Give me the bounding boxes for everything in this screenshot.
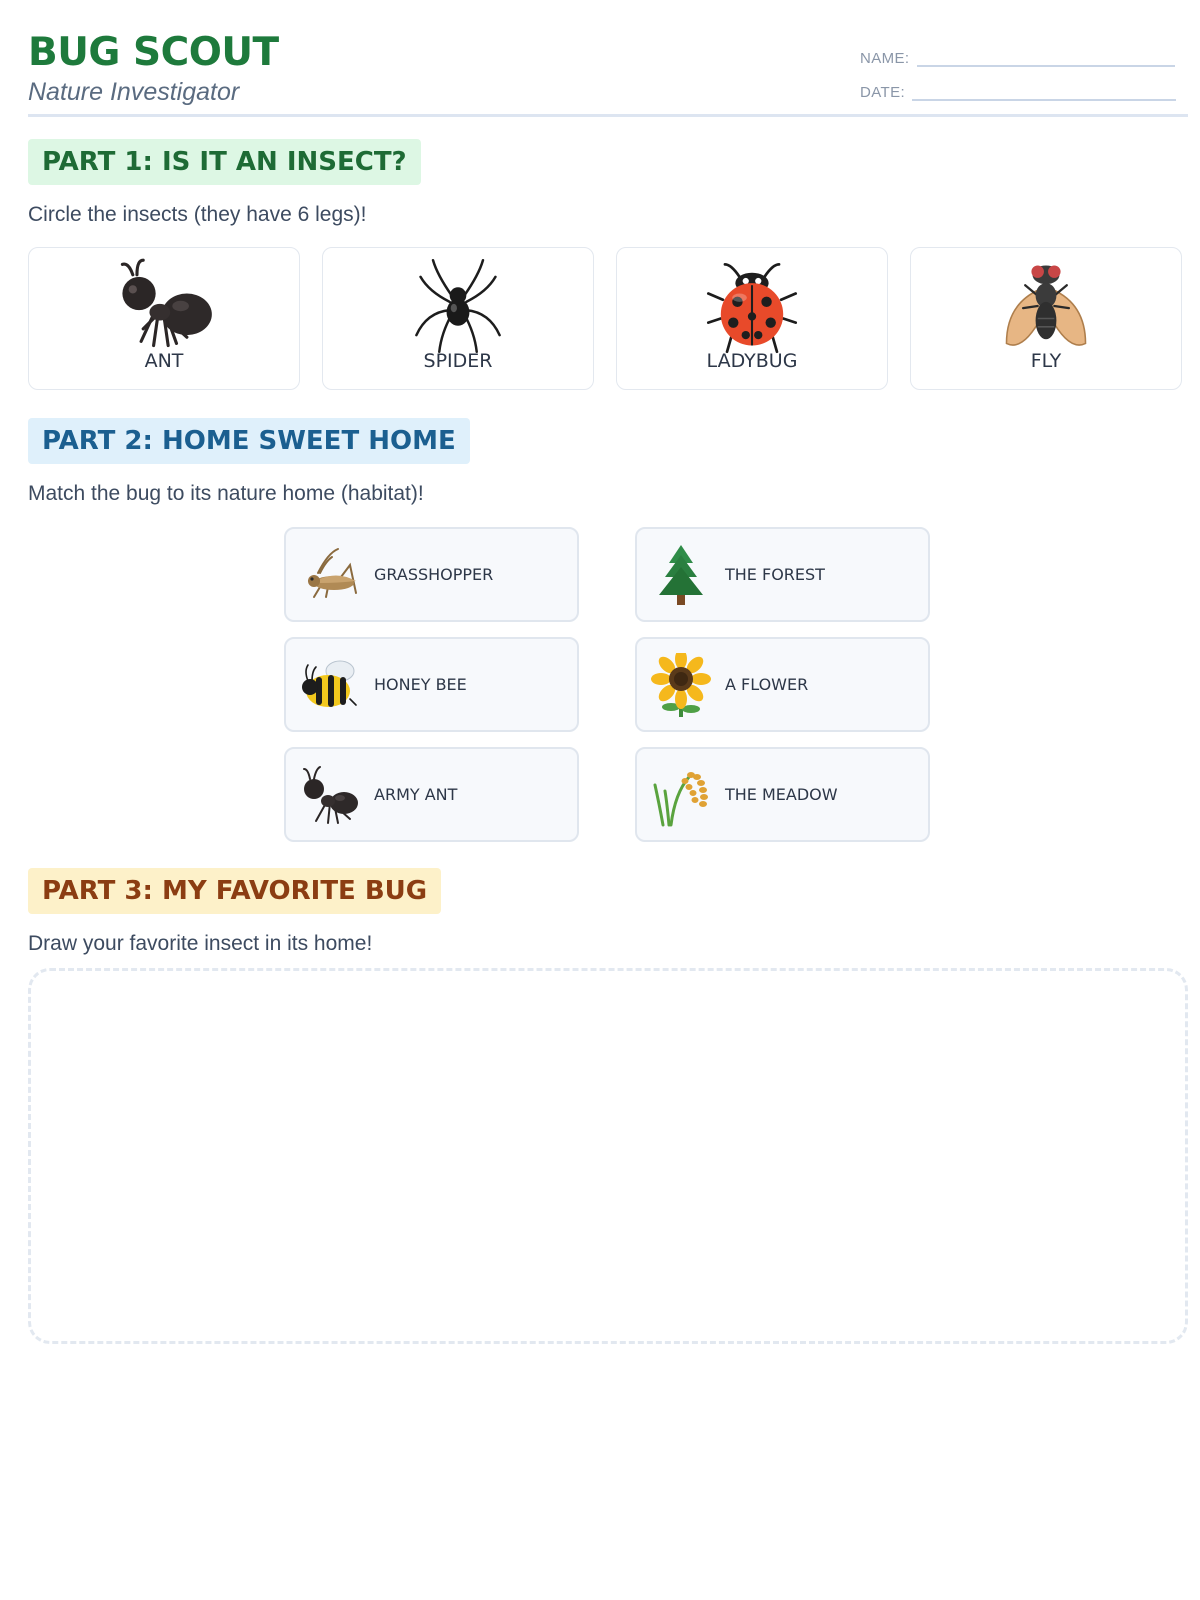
match-home-forest[interactable] xyxy=(635,527,930,622)
insect-card-fly[interactable] xyxy=(910,247,1182,390)
name-line[interactable] xyxy=(917,65,1175,67)
sunflower-icon xyxy=(649,653,713,717)
spider-icon xyxy=(406,254,510,358)
insect-label: SPIDER xyxy=(423,350,493,372)
date-line[interactable] xyxy=(912,99,1176,101)
insect-label: LADYBUG xyxy=(706,350,798,372)
match-label: GRASSHOPPER xyxy=(374,565,494,584)
match-label: THE MEADOW xyxy=(725,785,838,804)
match-bug-honey-bee[interactable] xyxy=(284,637,579,732)
date-label: DATE: xyxy=(860,84,906,101)
match-home-flower[interactable] xyxy=(635,637,930,732)
grain-icon xyxy=(649,763,713,827)
grasshopper-icon xyxy=(298,543,362,607)
ant-icon xyxy=(112,254,216,358)
insect-label: FLY xyxy=(1030,350,1062,372)
date-field[interactable] xyxy=(860,84,1176,101)
tree-icon xyxy=(649,543,713,607)
worksheet-header xyxy=(28,28,1188,118)
ladybug-icon xyxy=(700,254,804,358)
insect-label: ANT xyxy=(144,350,184,372)
match-label: HONEY BEE xyxy=(374,675,467,694)
drawing-area[interactable] xyxy=(28,968,1188,1344)
header-divider xyxy=(28,114,1188,117)
part1-title: PART 1: IS IT AN INSECT? xyxy=(28,139,421,185)
bee-icon xyxy=(298,653,362,717)
part2-instruction: Match the bug to its nature home (habitat)! xyxy=(28,482,424,505)
match-bug-army-ant[interactable] xyxy=(284,747,579,842)
match-bug-grasshopper[interactable] xyxy=(284,527,579,622)
insect-card-ant[interactable] xyxy=(28,247,300,390)
part2-title: PART 2: HOME SWEET HOME xyxy=(28,418,470,464)
match-label: THE FOREST xyxy=(725,565,825,584)
page-subtitle: Nature Investigator xyxy=(28,78,240,106)
name-field[interactable] xyxy=(860,50,1175,67)
fly-icon xyxy=(994,254,1098,358)
match-label: A FLOWER xyxy=(725,675,809,694)
name-label: NAME: xyxy=(860,50,910,67)
match-home-meadow[interactable] xyxy=(635,747,930,842)
insect-card-spider[interactable] xyxy=(322,247,594,390)
match-label: ARMY ANT xyxy=(374,785,458,804)
page-title: BUG SCOUT xyxy=(28,30,279,75)
part1-instruction: Circle the insects (they have 6 legs)! xyxy=(28,203,367,226)
insect-card-ladybug[interactable] xyxy=(616,247,888,390)
part3-title: PART 3: MY FAVORITE BUG xyxy=(28,868,441,914)
part3-instruction: Draw your favorite insect in its home! xyxy=(28,932,373,955)
ant-icon xyxy=(298,763,362,827)
